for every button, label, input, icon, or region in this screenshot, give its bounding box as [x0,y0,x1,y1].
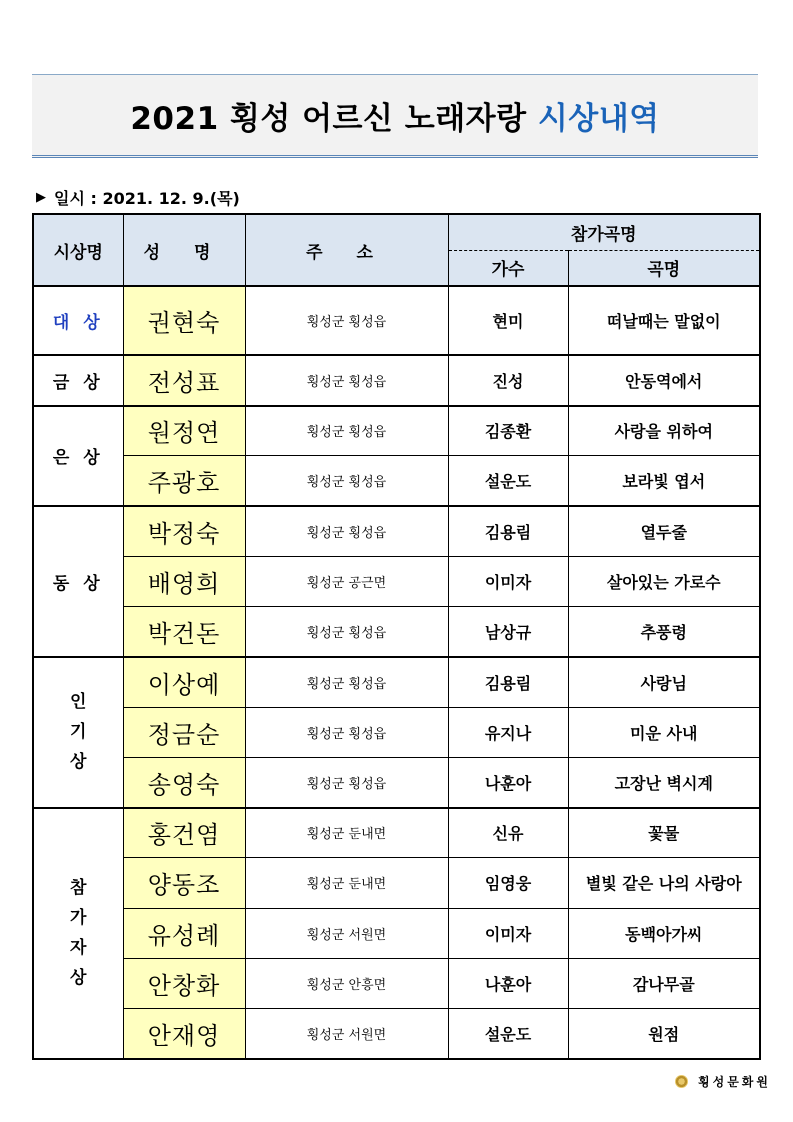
table-row [33,808,760,858]
bullet-arrow-icon: ▶ [36,190,46,205]
event-date-text: 일시 : 2021. 12. 9.(목) [54,189,240,208]
table-row [33,757,760,807]
song-title: 추풍령 [568,607,760,657]
table-row [33,556,760,606]
song-title: 원점 [568,1009,760,1059]
original-singer: 나훈아 [448,757,568,807]
header-name: 성 명 [123,214,245,286]
song-title: 동백아가씨 [568,908,760,958]
winner-address: 횡성군 횡성읍 [245,286,448,355]
award-popular: 인 기 상 [33,657,123,808]
table-row [33,406,760,456]
original-singer: 김용림 [448,657,568,707]
winner-name: 안창화 [123,958,245,1008]
header-award: 시상명 [33,214,123,286]
winner-name: 권현숙 [123,286,245,355]
winner-address: 횡성군 횡성읍 [245,406,448,456]
winner-address: 횡성군 횡성읍 [245,707,448,757]
table-row [33,908,760,958]
song-title: 안동역에서 [568,355,760,405]
winner-name: 송영숙 [123,757,245,807]
winner-name: 박건돈 [123,607,245,657]
winner-name: 양동조 [123,858,245,908]
table-row [33,1009,760,1059]
awards-table [32,213,761,1060]
winner-name: 박정숙 [123,506,245,556]
table-row [33,355,760,405]
original-singer: 이미자 [448,556,568,606]
song-title: 감나무골 [568,958,760,1008]
song-title: 꽃물 [568,808,760,858]
table-row [33,506,760,556]
winner-address: 횡성군 안흥면 [245,958,448,1008]
winner-address: 횡성군 횡성읍 [245,456,448,506]
original-singer: 설운도 [448,456,568,506]
song-title: 보라빛 엽서 [568,456,760,506]
winner-name: 정금순 [123,707,245,757]
header-singer: 가수 [448,250,568,286]
winner-name: 주광호 [123,456,245,506]
title-main: 2021 횡성 어르신 노래자랑 [130,100,538,137]
header-address: 주 소 [245,214,448,286]
title-accent: 시상내역 [537,100,660,137]
table-row [33,858,760,908]
title-banner [32,74,758,158]
table-row [33,657,760,707]
page-title [130,93,659,138]
original-singer: 현미 [448,286,568,355]
table-row [33,707,760,757]
song-title: 미운 사내 [568,707,760,757]
original-singer: 임영웅 [448,858,568,908]
winner-name: 안재영 [123,1009,245,1059]
original-singer: 이미자 [448,908,568,958]
winner-address: 횡성군 횡성읍 [245,757,448,807]
award-silver: 은 상 [33,406,123,507]
song-title: 살아있는 가로수 [568,556,760,606]
header-song: 곡명 [568,250,760,286]
original-singer: 유지나 [448,707,568,757]
org-name: 횡성문화원 [698,1075,771,1089]
winner-address: 횡성군 서원면 [245,908,448,958]
song-title: 사랑을 위하여 [568,406,760,456]
winner-address: 횡성군 공근면 [245,556,448,606]
song-title: 떠날때는 말없이 [568,286,760,355]
winner-address: 횡성군 횡성읍 [245,607,448,657]
winner-address: 횡성군 횡성읍 [245,657,448,707]
song-title: 별빛 같은 나의 사랑아 [568,858,760,908]
winner-name: 유성례 [123,908,245,958]
winner-address: 횡성군 횡성읍 [245,506,448,556]
original-singer: 김용림 [448,506,568,556]
winner-address: 횡성군 둔내면 [245,808,448,858]
winner-address: 횡성군 횡성읍 [245,355,448,405]
original-singer: 나훈아 [448,958,568,1008]
table-row [33,286,760,355]
award-participation: 참 가 자 상 [33,808,123,1059]
winner-name: 원정연 [123,406,245,456]
table-row [33,607,760,657]
winner-name: 이상예 [123,657,245,707]
winner-name: 홍건염 [123,808,245,858]
winner-address: 횡성군 둔내면 [245,858,448,908]
header-entry-song: 참가곡명 [448,214,760,250]
table-row [33,958,760,1008]
event-date [36,186,240,209]
song-title: 사랑님 [568,657,760,707]
org-emblem-icon [675,1075,688,1088]
winner-name: 배영희 [123,556,245,606]
table-row [33,456,760,506]
winner-address: 횡성군 서원면 [245,1009,448,1059]
original-singer: 신유 [448,808,568,858]
footer-organization [675,1073,771,1090]
original-singer: 진성 [448,355,568,405]
original-singer: 설운도 [448,1009,568,1059]
winner-name: 전성표 [123,355,245,405]
award-bronze: 동 상 [33,506,123,657]
original-singer: 김종환 [448,406,568,456]
song-title: 고장난 벽시계 [568,757,760,807]
original-singer: 남상규 [448,607,568,657]
award-gold: 금 상 [33,355,123,405]
award-grand: 대 상 [33,286,123,355]
song-title: 열두줄 [568,506,760,556]
